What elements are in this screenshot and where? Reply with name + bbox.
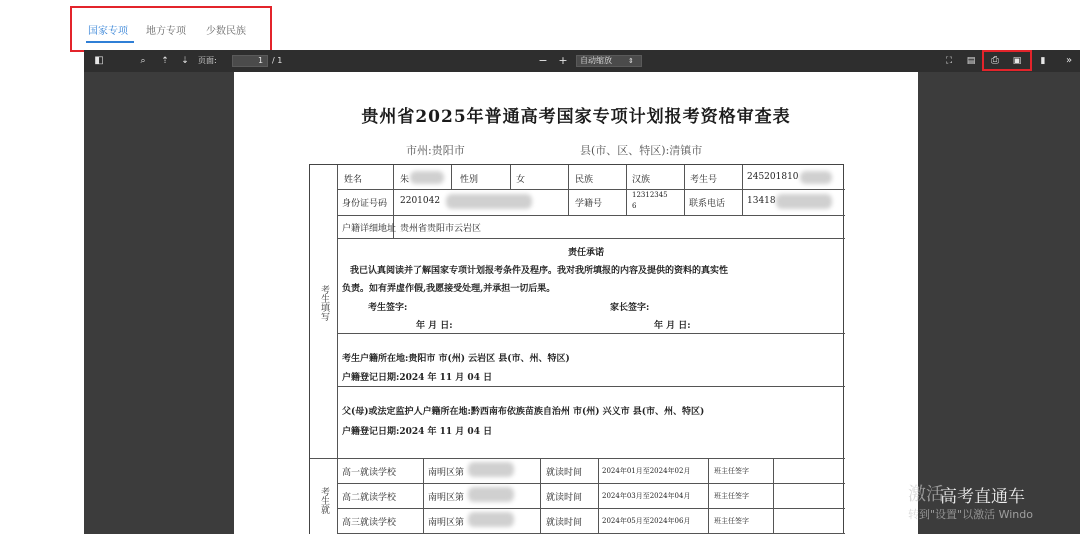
ethnicity-value: 汉族 xyxy=(632,175,651,185)
household-location: 考生户籍所在地:贵阳市 市(州) 云岩区 县(市、州、特区) xyxy=(342,354,570,364)
presentation-mode-icon[interactable]: ⛶ xyxy=(945,56,953,66)
school-time-label-1: 就读时间 xyxy=(546,468,583,478)
guardian-date: 户籍登记日期:2024 年 11 月 04 日 xyxy=(342,427,493,437)
student-sign-date: 年 月 日: xyxy=(416,321,453,331)
guardian-location: 父(母)或法定监护人户籍所在地:黔西南布依族苗族自治州 市(州) 兴义市 县(市、州、特区) xyxy=(342,407,705,417)
more-tools-icon[interactable]: » xyxy=(1065,55,1073,66)
address-value: 贵州省贵阳市云岩区 xyxy=(400,224,482,234)
student-sign-label: 考生签字: xyxy=(368,303,408,313)
ethnicity-label: 民族 xyxy=(575,175,594,185)
active-tab-indicator xyxy=(86,41,134,43)
document-title: 贵州省2025年普通高考国家专项计划报考资格审查表 xyxy=(361,107,791,127)
next-page-icon[interactable]: ⇣ xyxy=(181,56,189,66)
zoom-in-button[interactable]: + xyxy=(558,54,568,67)
parent-sign-label: 家长签字: xyxy=(610,303,650,313)
brand-watermark: 高考直通车 xyxy=(940,487,1025,507)
school-no-value-line1: 12312345 xyxy=(632,191,668,199)
school-redaction-3 xyxy=(468,512,514,527)
tab-national[interactable]: 国家专项 xyxy=(88,26,128,37)
parent-sign-date: 年 月 日: xyxy=(654,321,691,331)
school-grade-3: 高三就读学校 xyxy=(342,518,397,528)
tab-local[interactable]: 地方专项 xyxy=(146,26,186,37)
household-date: 户籍登记日期:2024 年 11 月 04 日 xyxy=(342,373,493,383)
zoom-out-button[interactable]: − xyxy=(538,54,548,67)
school-redaction-1 xyxy=(468,462,514,477)
specialty-tabs xyxy=(70,6,272,52)
school-name-3: 南明区第 xyxy=(428,518,465,528)
school-time-label-2: 就读时间 xyxy=(546,493,583,503)
zoom-value: 自动缩放 xyxy=(580,56,612,65)
previous-page-icon[interactable]: ⇡ xyxy=(161,56,169,66)
school-time-label-3: 就读时间 xyxy=(546,518,583,528)
phone-redaction xyxy=(776,194,832,209)
search-icon[interactable]: ⌕ xyxy=(140,56,146,66)
print-download-highlight xyxy=(982,50,1032,71)
pledge-title: 责任承诺 xyxy=(568,248,605,258)
bookmark-icon[interactable]: ▮ xyxy=(1040,56,1046,66)
address-label: 户籍详细地址 xyxy=(342,224,397,234)
name-redaction xyxy=(410,171,444,184)
exam-no-redaction xyxy=(800,171,832,184)
page-current: 1 xyxy=(258,56,264,65)
pdf-page xyxy=(234,72,918,534)
student-fill-section-label: 考生填写 xyxy=(319,285,329,321)
print-icon[interactable]: ⎙ xyxy=(991,55,999,66)
county-label: 县(市、区、特区):清镇市 xyxy=(580,144,703,157)
school-redaction-2 xyxy=(468,487,514,502)
zoom-caret-icon: ⇕ xyxy=(628,57,634,65)
school-class-label-1: 班主任签字 xyxy=(714,467,749,475)
city-label: 市州:贵阳市 xyxy=(406,144,465,157)
exam-no-label: 考生号 xyxy=(690,175,718,185)
gender-value: 女 xyxy=(516,175,526,185)
eligibility-form xyxy=(309,164,844,534)
page-total: / 1 xyxy=(272,56,283,65)
windows-activation-hint: 转到"设置"以激活 Windo xyxy=(908,508,1033,521)
school-no-label: 学籍号 xyxy=(575,199,603,209)
open-file-icon[interactable]: ▤ xyxy=(966,56,976,66)
exam-no-value: 245201810 xyxy=(747,172,799,182)
gender-label: 性别 xyxy=(460,175,479,185)
pdf-viewer xyxy=(84,50,1080,534)
page-label: 页面: xyxy=(198,56,217,65)
download-icon[interactable]: ▣ xyxy=(1012,56,1022,66)
pdf-toolbar xyxy=(84,50,1080,72)
pledge-line1: 我已认真阅读并了解国家专项计划报考条件及程序。我对我所填报的内容及提供的资料的真实性 xyxy=(350,266,729,276)
school-name-2: 南明区第 xyxy=(428,493,465,503)
name-label: 姓名 xyxy=(344,175,363,185)
name-value: 朱 xyxy=(400,175,410,185)
tab-minority[interactable]: 少数民族 xyxy=(206,26,246,37)
school-class-label-3: 班主任签字 xyxy=(714,517,749,525)
school-time-3: 2024年05月至2024年06月 xyxy=(602,517,691,525)
school-grade-1: 高一就读学校 xyxy=(342,468,397,478)
school-name-1: 南明区第 xyxy=(428,468,465,478)
id-redaction xyxy=(446,194,532,209)
school-section-label: 考生就 xyxy=(319,487,329,514)
sidebar-toggle-icon[interactable]: ◧ xyxy=(94,55,104,66)
school-class-label-2: 班主任签字 xyxy=(714,492,749,500)
id-label: 身份证号码 xyxy=(342,199,388,209)
school-no-value-line2: 6 xyxy=(632,202,637,210)
activate-watermark: 激活 xyxy=(908,484,944,505)
id-value: 2201042 xyxy=(400,196,441,206)
pledge-line2: 负责。如有弄虚作假,我愿接受处理,并承担一切后果。 xyxy=(342,284,556,294)
phone-label: 联系电话 xyxy=(689,199,726,209)
school-time-1: 2024年01月至2024年02月 xyxy=(602,467,691,475)
school-time-2: 2024年03月至2024年04月 xyxy=(602,492,691,500)
phone-value: 13418 xyxy=(747,196,776,206)
school-grade-2: 高二就读学校 xyxy=(342,493,397,503)
